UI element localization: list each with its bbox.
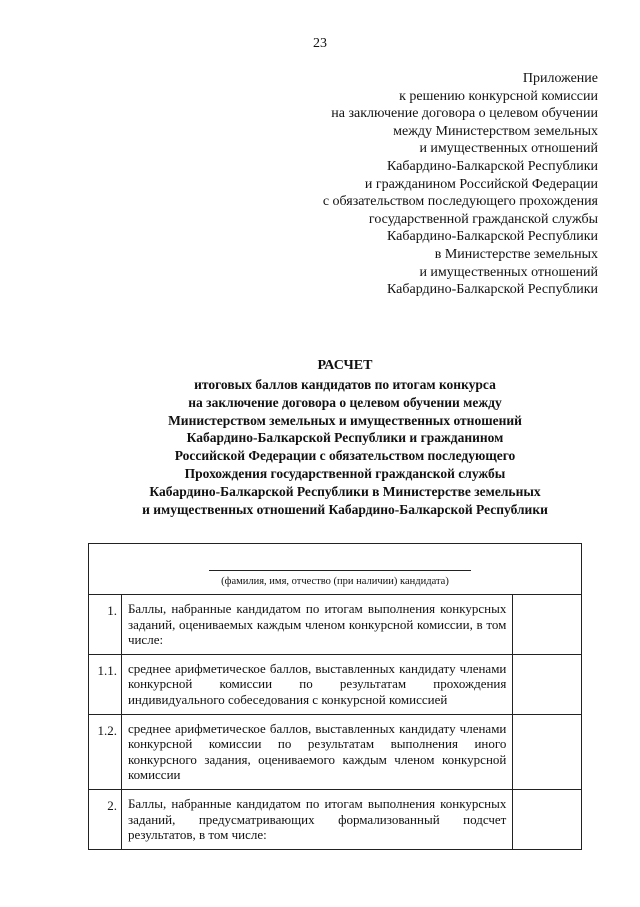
appendix-line: государственной гражданской службы [368, 211, 598, 227]
appendix-line: и имущественных отношений [419, 141, 598, 157]
table-row [89, 789, 582, 849]
document-subtitle [0, 376, 640, 518]
appendix-line: и гражданином Российской Федерации [364, 176, 598, 192]
subtitle-line: Кабардино-Балкарской Республики в Министерстве земельных [149, 483, 541, 499]
row-score-cell [513, 789, 582, 849]
row-number: 1.2. [89, 714, 122, 789]
row-description: среднее арифметическое баллов, выставленных кандидату членами конкурсной комиссии по результатам выполнения иного конкурсного задания, оцениваемого каждым членом конкурсной комиссии [121, 714, 512, 789]
row-score-cell [513, 595, 582, 655]
subtitle-line: Кабардино-Балкарской Республики и гражданином [186, 430, 504, 446]
appendix-line: с обязательством последующего прохождения [322, 194, 598, 210]
document-title: РАСЧЕТ [317, 358, 373, 373]
appendix-line: между Министерством земельных [393, 123, 598, 139]
subtitle-line: итоговых баллов кандидатов по итогам конкурса [194, 377, 496, 392]
appendix-line: Кабардино-Балкарской Республики [387, 158, 598, 174]
table-row [89, 714, 582, 789]
row-description: Баллы, набранные кандидатом по итогам выполнения конкурсных заданий, оцениваемых каждым членом конкурсной комиссии, в том числе: [121, 595, 512, 655]
table-header-row [89, 544, 582, 595]
row-number: 2. [89, 789, 122, 849]
row-score-cell [513, 654, 582, 714]
row-score-cell [513, 714, 582, 789]
candidate-name-underline [209, 570, 471, 571]
row-number: 1. [89, 595, 122, 655]
subtitle-line: и имущественных отношений Кабардино-Балкарской Республики [142, 501, 548, 517]
table-row [89, 595, 582, 655]
appendix-line: и имущественных отношений [419, 264, 598, 280]
appendix-line: Кабардино-Балкарской Республики [387, 282, 598, 298]
row-number: 1.1. [89, 654, 122, 714]
appendix-line: в Министерстве земельных [434, 246, 598, 262]
table-row [89, 654, 582, 714]
appendix-line: на заключение договора о целевом обучении [331, 106, 598, 122]
page-number: 23 [313, 36, 327, 51]
subtitle-line: Российской Федерации с обязательством последующего [174, 448, 516, 464]
appendix-line: к решению конкурсной комиссии [399, 88, 598, 104]
row-description: Баллы, набранные кандидатом по итогам выполнения конкурсных заданий, предусматривающих формализованный подсчет результатов, в том числе: [121, 789, 512, 849]
appendix-line: Приложение [522, 71, 598, 86]
subtitle-line: Министерством земельных и имущественных отношений [168, 412, 522, 428]
subtitle-line: Прохождения государственной гражданской службы [184, 465, 506, 481]
scores-table [88, 543, 582, 850]
appendix-line: Кабардино-Балкарской Республики [387, 229, 598, 245]
candidate-name-caption: (фамилия, имя, отчество (при наличии) кандидата) [221, 576, 449, 587]
candidate-name-cell [89, 544, 582, 595]
subtitle-line: на заключение договора о целевом обучении между [188, 394, 502, 410]
appendix-block [238, 70, 598, 299]
row-description: среднее арифметическое баллов, выставленных кандидату членами конкурсной комиссии по результатам прохождения индивидуального собеседования с конкурсной комиссией [121, 654, 512, 714]
